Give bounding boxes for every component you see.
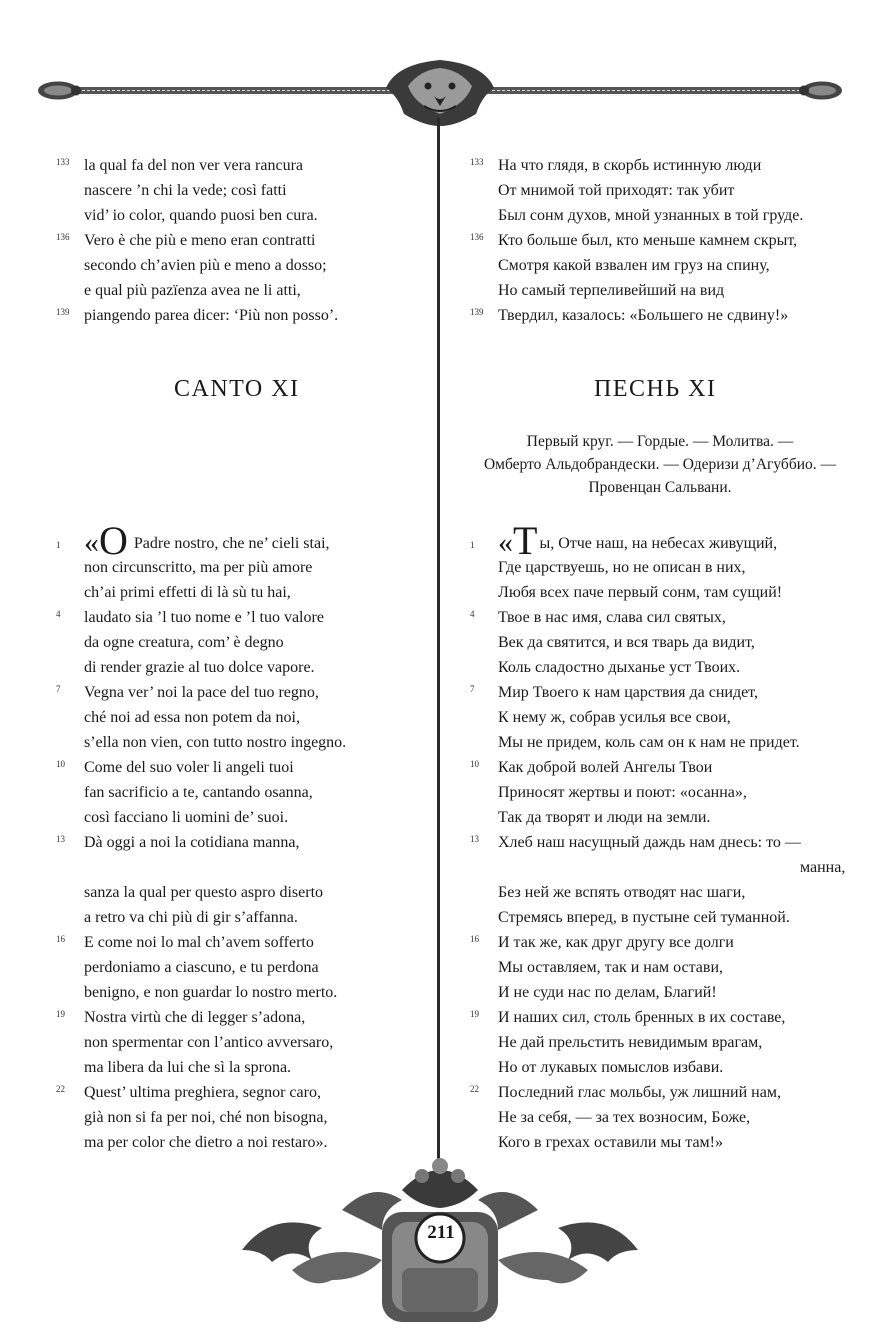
line-text: e qual più pazïenza avea ne li atti, — [84, 282, 301, 299]
line-text: nascere ’n chi la vede; così fatti — [84, 182, 287, 199]
line-number: 16 — [56, 934, 65, 944]
line-text: И не суди нас по делам, Благий! — [498, 984, 717, 1001]
line-text: da ogne creatura, com’ è degno — [84, 634, 284, 651]
line-text: Кого в грехах оставили мы там!» — [498, 1134, 724, 1151]
line-text: Стремясь вперед, в пустыне сей туманной. — [498, 909, 790, 926]
line-text: sanza la qual per questo aspro diserto — [84, 884, 324, 901]
line-number: 10 — [470, 759, 479, 769]
line-text: Мир Твоего к нам царствия да снидет, — [498, 684, 758, 701]
line-text: К нему ж, собрав усилья все свои, — [498, 709, 731, 726]
line-text: Не за себя, — за тех возносим, Боже, — [498, 1109, 751, 1126]
line-number: 133 — [470, 157, 484, 167]
line-number: 139 — [56, 307, 70, 317]
line-text: benigno, e non guardar lo nostro merto. — [84, 984, 338, 1001]
line-text: Приносят жертвы и поют: «осанна», — [498, 784, 747, 801]
line-text: secondo ch’avien più e meno a dosso; — [84, 257, 327, 274]
line-number: 13 — [470, 834, 479, 844]
first-line-text: ы, Отче наш, на небесах живущий, — [539, 535, 778, 552]
line-text: Но от лукавых помыслов избави. — [498, 1059, 724, 1076]
line-text: И наших сил, столь бренных в их составе, — [498, 1009, 786, 1026]
line-text: ma libera da lui che sì la sprona. — [84, 1059, 292, 1076]
line-text: Твое в нас имя, слава сил святых, — [498, 609, 726, 626]
line-text: fan sacrificio a te, cantando osanna, — [84, 784, 313, 801]
line-text: così facciano li uomini de’ suoi. — [84, 809, 289, 826]
line-text: Мы не придем, коль сам он к нам не придет. — [498, 734, 800, 751]
line-number: 4 — [56, 609, 61, 619]
line-text: На что глядя, в скорбь истинную люди — [498, 157, 762, 174]
summary-line: Провенцан Сальвани. — [588, 479, 732, 496]
line-text: di render grazie al tuo dolce vapore. — [84, 659, 315, 676]
opening-quote: « — [84, 526, 99, 559]
line-text: Без ней же вспять отводят нас шаги, — [498, 884, 746, 901]
line-number: 136 — [470, 232, 484, 242]
line-text: Vero è che più e meno eran contratti — [84, 232, 316, 249]
line-text: Век да святится, и вся тварь да видит, — [498, 634, 755, 651]
line-text: ch’ai primi effetti di là sù tu hai, — [84, 584, 291, 601]
summary-line: Омберто Альдобрандески. — Одеризи д’Агуббио. — — [483, 456, 837, 473]
line-text: ma per color che dietro a noi restaro». — [84, 1134, 328, 1151]
line-number: 1 — [56, 540, 61, 550]
line-number: 19 — [56, 1009, 65, 1019]
line-number: 19 — [470, 1009, 479, 1019]
line-text: s’ella non vien, con tutto nostro ingegno. — [84, 734, 347, 751]
line-number: 133 — [56, 157, 70, 167]
line-text: piangendo parea dicer: ‘Più non posso’. — [84, 307, 339, 324]
line-number: 7 — [56, 684, 61, 694]
page-number: 211 — [427, 1222, 455, 1243]
line-text: Любя всех паче первый сонм, там сущий! — [498, 584, 783, 601]
line-text: ché noi ad essa non potem da noi, — [84, 709, 300, 726]
left-finial-icon — [38, 82, 81, 100]
line-text: Nostra virtù che di legger s’adona, — [84, 1009, 306, 1026]
line-text: a retro va chi più di gir s’affanna. — [84, 909, 298, 926]
column-divider — [437, 118, 440, 1163]
flower-basket-icon — [402, 1158, 478, 1208]
line-number: 22 — [470, 1084, 479, 1094]
drop-initial: O — [99, 518, 128, 563]
line-text: манна, — [800, 859, 846, 876]
line-text: Vegna ver’ noi la pace del tuo regno, — [84, 684, 319, 701]
line-text: laudato sia ’l tuo nome e ’l tuo valore — [84, 609, 324, 626]
line-text: Смотря какой взвален им груз на спину, — [498, 257, 770, 274]
line-text: И так же, как друг другу все долги — [498, 934, 734, 951]
canto-summary — [470, 430, 850, 499]
line-number: 136 — [56, 232, 70, 242]
right-finial-icon — [799, 82, 842, 100]
line-text: Коль сладостно дыханье уст Твоих. — [498, 659, 741, 676]
line-text: Твердил, казалось: «Большего не сдвину!» — [498, 307, 789, 324]
line-text: Не дай прельстить невидимым врагам, — [498, 1034, 763, 1051]
line-text: E come noi lo mal ch’avem sofferto — [84, 934, 314, 951]
line-text: Как доброй волей Ангелы Твои — [498, 759, 713, 776]
opening-quote: « — [498, 526, 513, 559]
line-text: Где царствуешь, но не описан в них, — [498, 559, 746, 576]
line-text: Но самый терпеливейший на вид — [498, 282, 725, 299]
line-number: 16 — [470, 934, 479, 944]
line-text: perdoniamo a ciascuno, e tu perdona — [84, 959, 319, 976]
line-text: Come del suo voler li angeli tuoi — [84, 759, 294, 776]
line-text: già non si fa per noi, ché non bisogna, — [84, 1109, 328, 1126]
line-number: 22 — [56, 1084, 65, 1094]
line-number: 13 — [56, 834, 65, 844]
line-number: 1 — [470, 540, 475, 550]
russian-canto-title: ПЕСНЬ XI — [594, 376, 717, 402]
lion-mask-icon — [386, 60, 494, 126]
line-text: la qual fa del non ver vera rancura — [84, 157, 303, 174]
first-line-text: Padre nostro, che ne’ cieli stai, — [129, 535, 330, 552]
line-text: Был сонм духов, мной узнанных в той груде. — [498, 207, 804, 224]
line-text: Dà oggi a noi la cotidiana manna, — [84, 834, 300, 851]
drop-initial: Т — [513, 518, 538, 563]
line-text: Последний глас мольбы, уж лишний нам, — [498, 1084, 781, 1101]
italian-canto-title: CANTO XI — [174, 376, 300, 402]
line-text: non spermentar con l’antico avversaro, — [84, 1034, 334, 1051]
line-number: 4 — [470, 609, 475, 619]
line-number: 10 — [56, 759, 65, 769]
line-text: Хлеб наш насущный даждь нам днесь: то — — [498, 834, 801, 851]
line-number: 139 — [470, 307, 484, 317]
summary-line: Первый круг. — Гордые. — Молитва. — — [526, 433, 794, 450]
line-text: non circunscritto, ma per più amore — [84, 559, 313, 576]
line-number: 7 — [470, 684, 475, 694]
line-text: От мнимой той приходят: так убит — [498, 182, 735, 199]
line-text: Так да творят и люди на земли. — [498, 809, 711, 826]
line-text: Quest’ ultima preghiera, segnor caro, — [84, 1084, 321, 1101]
line-text: Мы оставляем, так и нам остави, — [498, 959, 723, 976]
line-text: vid’ io color, quando puosi ben cura. — [84, 207, 318, 224]
line-text: Кто больше был, кто меньше камнем скрыт, — [498, 232, 798, 249]
top-ornament-rule — [36, 56, 844, 126]
